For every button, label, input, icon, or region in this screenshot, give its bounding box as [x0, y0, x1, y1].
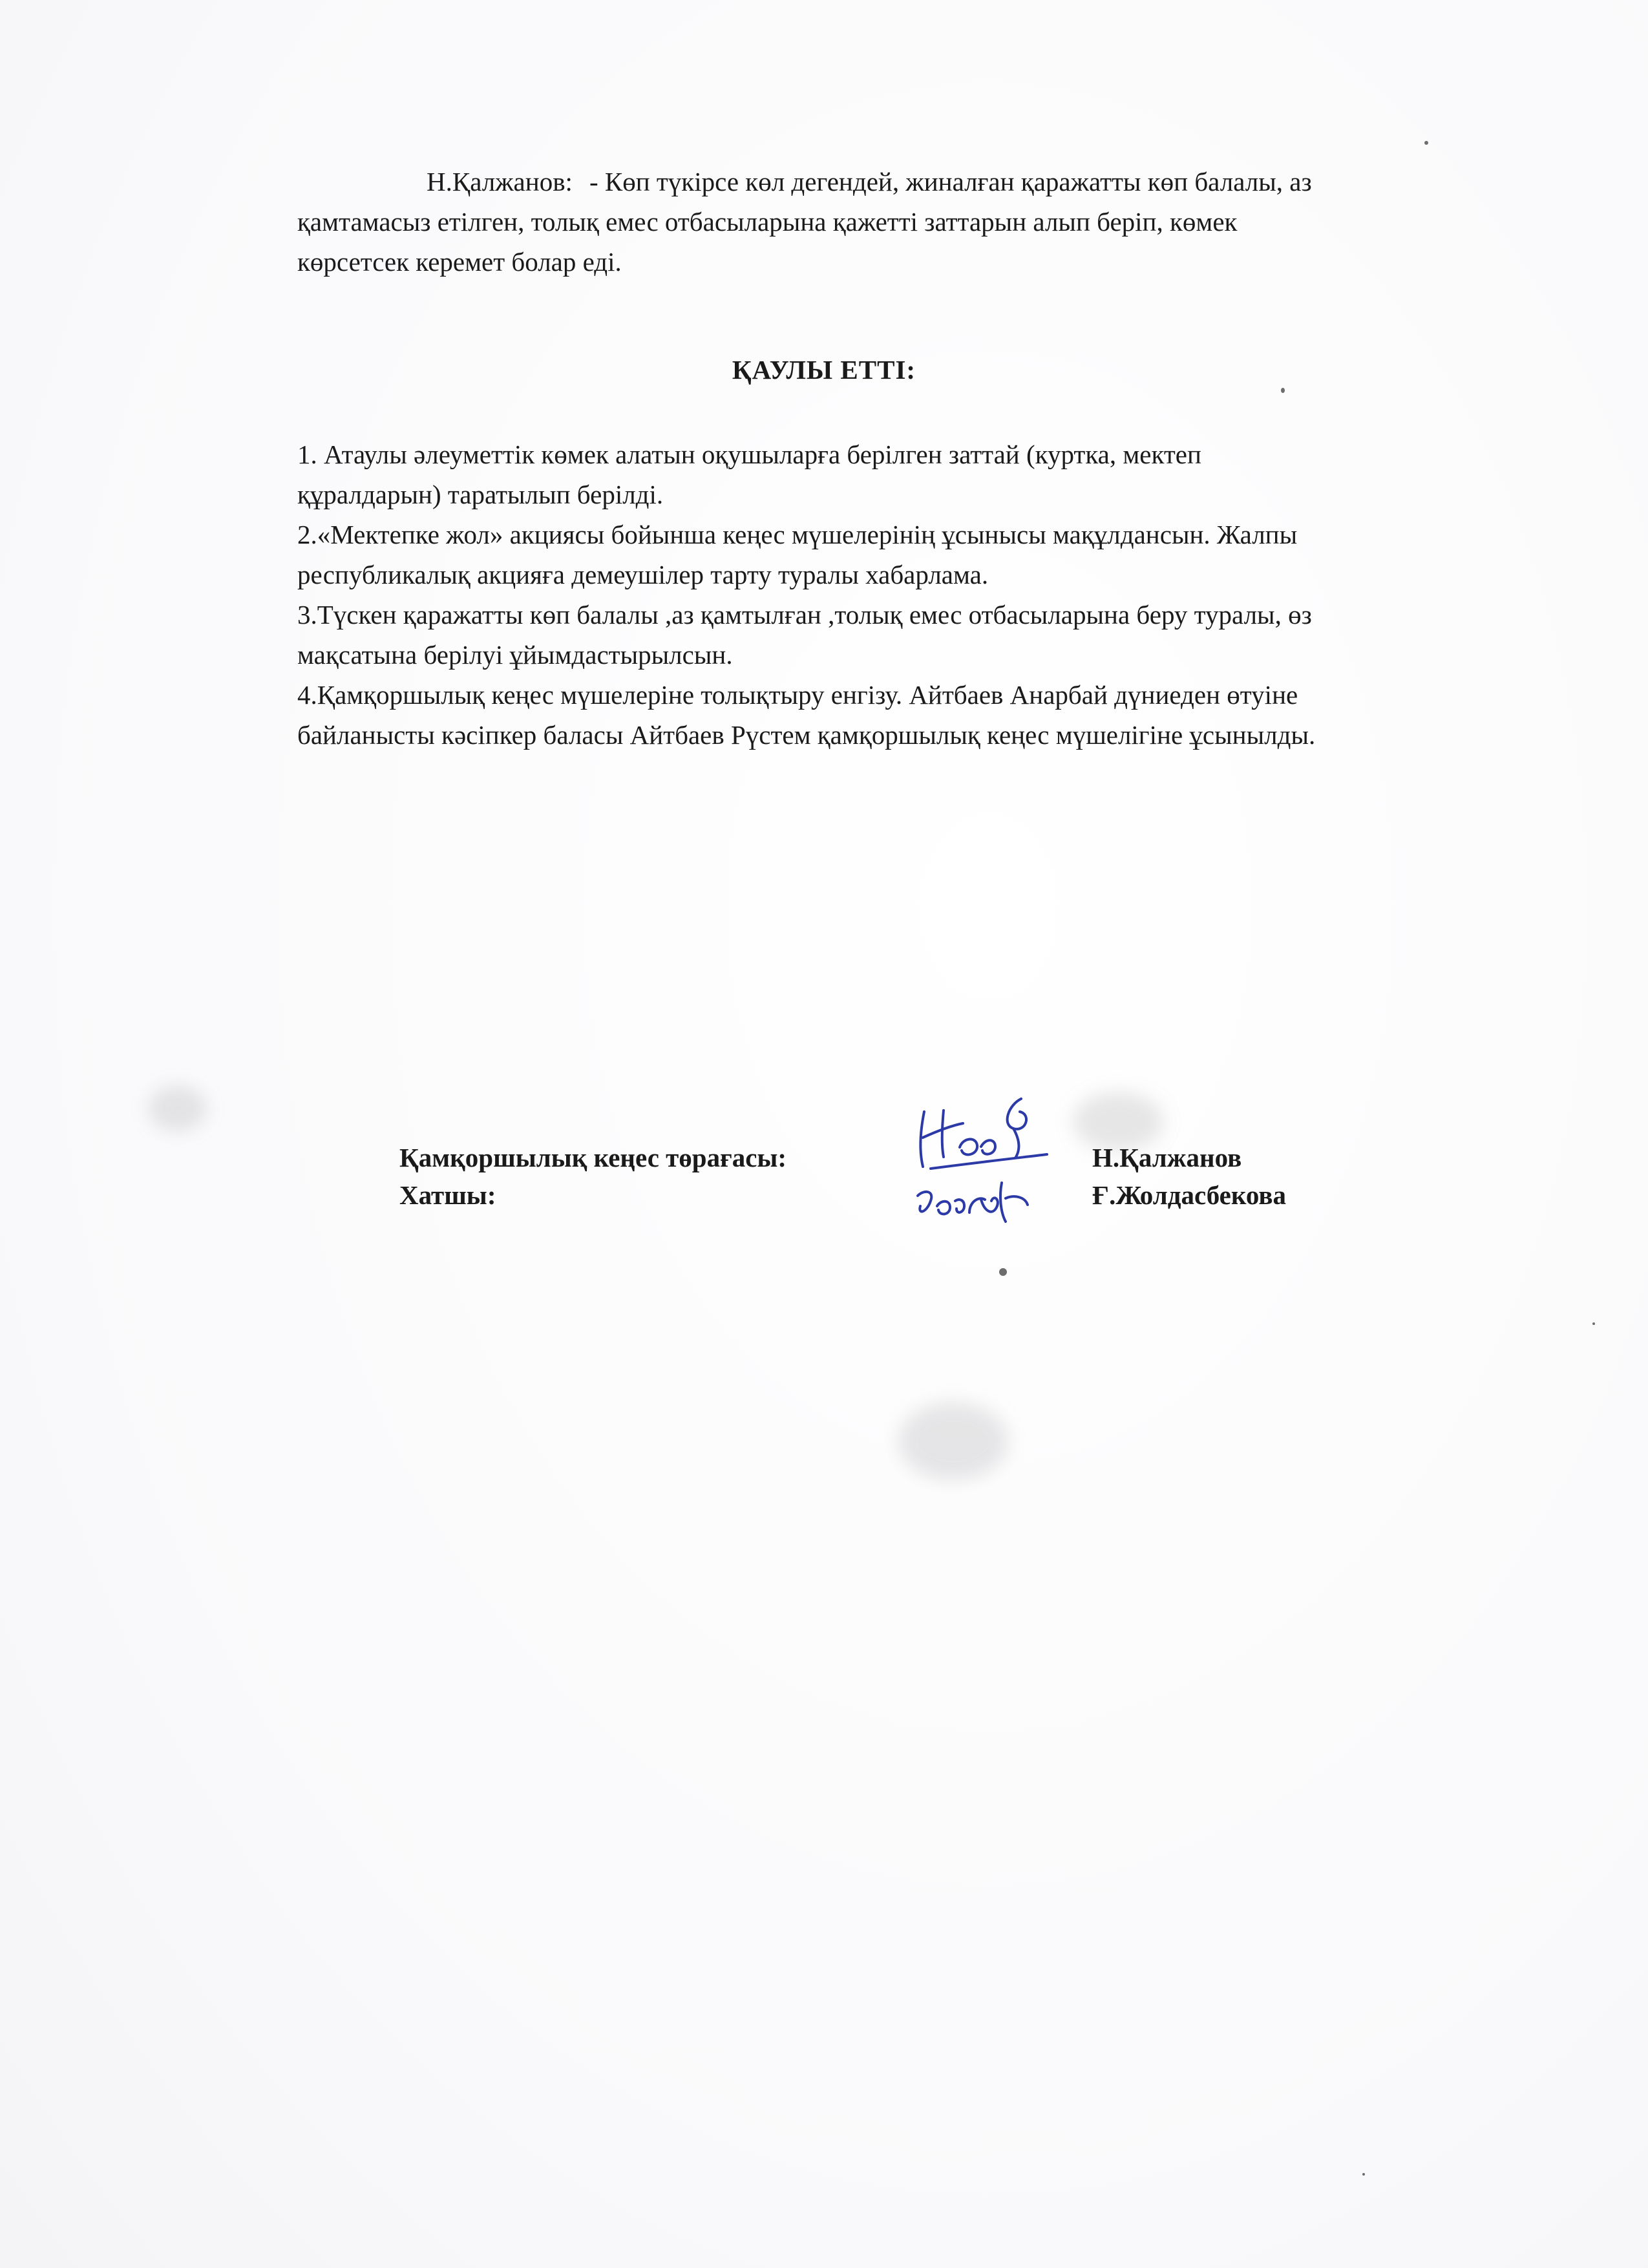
- secretary-role: Хатшы:: [399, 1180, 496, 1210]
- scan-speck: [999, 1268, 1007, 1276]
- resolution-line: 4.Қамқоршылық кеңес мүшелеріне толықтыру енгізу. Айтбаев Анарбай дүниеден өтуіне: [297, 680, 1298, 710]
- signature-block: [399, 1139, 1369, 1214]
- resolution-item: [297, 434, 1564, 514]
- resolution-line: байланысты кәсіпкер баласы Айтбаев Рүстем қамқоршылық кеңес мүшелігіне ұсынылды.: [297, 720, 1316, 750]
- resolution-line: мақсатына берілуі ұйымдастырылсын.: [297, 640, 733, 670]
- secretary-name: Ғ.Жолдасбекова: [1092, 1180, 1287, 1210]
- chair-role: Қамқоршылық кеңес төрағасы:: [399, 1143, 787, 1172]
- speech-line: қамтамасыз етілген, толық емес отбасыларына қажетті заттарын алып беріп, көмек: [297, 207, 1238, 237]
- resolutions-list: [297, 434, 1564, 755]
- resolution-heading: ҚАУЛЫ ЕТТІ:: [732, 355, 916, 385]
- speech-paragraph: [297, 162, 1564, 282]
- resolution-item: [297, 514, 1564, 595]
- speech-line: көрсетсек керемет болар еді.: [297, 247, 622, 277]
- speech-text: - Көп түкірсе көл дегендей, жиналған қаражатты көп балалы, аз: [589, 167, 1312, 196]
- scan-speck: [1362, 2173, 1365, 2176]
- resolution-line: 1. Атаулы әлеуметтік көмек алатын оқушыларға берілген заттай (куртка, мектеп: [297, 440, 1201, 469]
- speech-line: [297, 162, 1564, 202]
- resolution-line: 2.«Мектепке жол» акциясы бойынша кеңес мүшелерінің ұсынысы мақұлдансын. Жалпы: [297, 520, 1298, 549]
- speaker-name: Н.Қалжанов:: [427, 167, 573, 196]
- scan-speck: [1592, 1322, 1595, 1325]
- resolution-line: 3.Түскен қаражатты көп балалы ,аз қамтылған ,толық емес отбасыларына беру туралы, өз: [297, 600, 1312, 630]
- scan-speck: [1281, 388, 1285, 393]
- scan-smudge: [149, 1086, 207, 1131]
- chair-signature-row: [399, 1139, 1369, 1176]
- scan-smudge: [898, 1403, 1008, 1480]
- resolution-item: [297, 595, 1564, 675]
- scan-speck: [1424, 141, 1428, 145]
- chair-name: Н.Қалжанов: [1092, 1143, 1242, 1172]
- resolution-item: [297, 675, 1564, 755]
- resolution-line: республикалық акцияға демеушілер тарту туралы хабарлама.: [297, 560, 989, 589]
- secretary-signature-row: [399, 1176, 1369, 1214]
- resolution-line: құралдарын) таратылып берілді.: [297, 480, 664, 509]
